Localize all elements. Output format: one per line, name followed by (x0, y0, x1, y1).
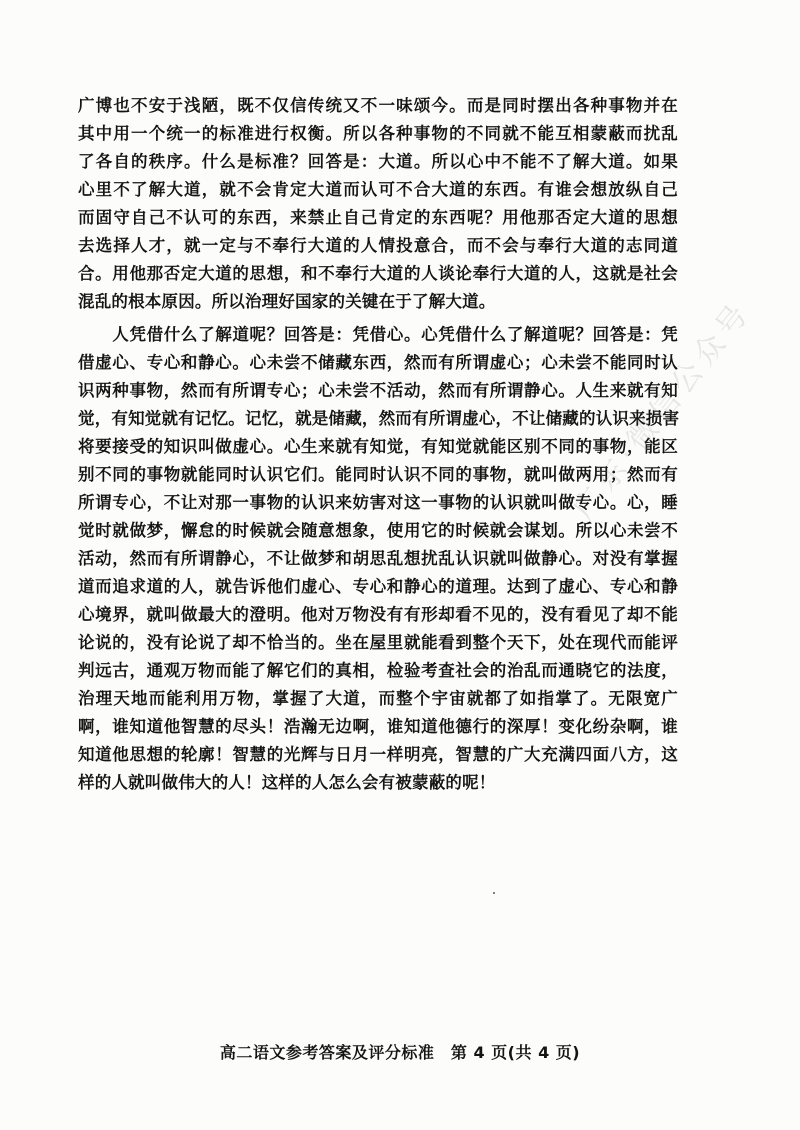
answer-text-body (78, 92, 678, 797)
paragraph-2-line: 觉，有知觉就有记忆。记忆，就是储藏，然而有所谓虚心，不让储藏的认识来损害 (78, 409, 680, 428)
paragraph-2-line: 论说的，没有论说了却不恰当的。坐在屋里就能看到整个天下，处在现代而能评 (78, 633, 678, 652)
paragraph-1-line: 其中用一个统一的标准进行权衡。所以各种事物的不同就不能互相蒙蔽而扰乱 (78, 124, 678, 143)
paragraph-2-line: 人凭借什么了解道呢？回答是：凭借心。心凭借什么了解道呢？回答是：凭 (78, 325, 678, 344)
paragraph-1-line: 而固守自己不认可的东西，来禁止自己肯定的东西呢？用他那否定大道的思想 (78, 208, 678, 227)
paragraph-2-line: 样的人就叫做伟大的人！这样的人怎么会有被蒙蔽的呢！ (78, 773, 496, 792)
paragraph-1-line: 合。用他那否定大道的思想，和不奉行大道的人谈论奉行大道的人，这就是社会 (78, 264, 678, 283)
paragraph-2-line: 别不同的事物就能同时认识它们。能同时认识不同的事物，就叫做两用；然而有 (78, 465, 678, 484)
paragraph-1-line: 了各自的秩序。什么是标准？回答是：大道。所以心中不能不了解大道。如果 (78, 152, 678, 171)
paragraph-1-line: 混乱的根本原因。所以治理好国家的关键在于了解大道。 (78, 292, 496, 311)
page-footer: 高二语文参考答案及评分标准 第 4 页(共 4 页) (219, 1043, 581, 1062)
paragraph-2-line: 借虚心、专心和静心。心未尝不储藏东西，然而有所谓虚心；心未尝不能同时认 (78, 353, 678, 372)
paragraph-2-line: 觉时就做梦，懈怠的时候就会随意想象，使用它的时候就会谋划。所以心未尝不 (78, 521, 678, 540)
paragraph-1 (78, 92, 678, 316)
paragraph-2-line: 判远古，通观万物而能了解它们的真相，检验考查社会的治乱而通晓它的法度， (78, 661, 678, 680)
paragraph-2-line: 识两种事物，然而有所谓专心；心未尝不活动，然而有所谓静心。人生来就有知 (78, 381, 678, 400)
paragraph-1-line: 心里不了解大道，就不会肯定大道而认可不合大道的东西。有谁会想放纵自己 (78, 180, 678, 199)
paragraph-2-line: 道而追求道的人，就告诉他们虚心、专心和静心的道理。达到了虚心、专心和静 (78, 577, 678, 596)
paragraph-2-line: 将要接受的知识叫做虚心。心生来就有知觉，有知觉就能区别不同的事物，能区 (78, 437, 678, 456)
paragraph-2-line: 所谓专心，不让对那一事物的认识来妨害对这一事物的认识就叫做专心。心，睡 (78, 493, 678, 512)
paragraph-2-line: 知道他思想的轮廓！智慧的光辉与日月一样明亮，智慧的广大充满四面八方，这 (78, 745, 678, 764)
paragraph-2-line: 活动，然而有所谓静心，不让做梦和胡思乱想扰乱认识就叫做静心。对没有掌握 (78, 549, 678, 568)
paragraph-1-line: 去选择人才，就一定与不奉行大道的人情投意合，而不会与奉行大道的志同道 (78, 236, 678, 255)
paragraph-2 (78, 321, 678, 797)
faint-watermark: 广东·微信公众号 (566, 294, 759, 527)
paragraph-1-line: 广博也不安于浅陋，既不仅信传统又不一味颂今。而是同时摆出各种事物并在 (78, 96, 678, 115)
paragraph-2-line: 啊，谁知道他智慧的尽头！浩瀚无边啊，谁知道他德行的深厚！变化纷杂啊，谁 (78, 717, 678, 736)
paragraph-2-line: 心境界，就叫做最大的澄明。他对万物没有有形却看不见的，没有看见了却不能 (78, 605, 678, 624)
paragraph-2-line: 治理天地而能利用万物，掌握了大道，而整个宇宙就都了如指掌了。无限宽广 (78, 689, 678, 708)
stray-mark (493, 892, 495, 894)
